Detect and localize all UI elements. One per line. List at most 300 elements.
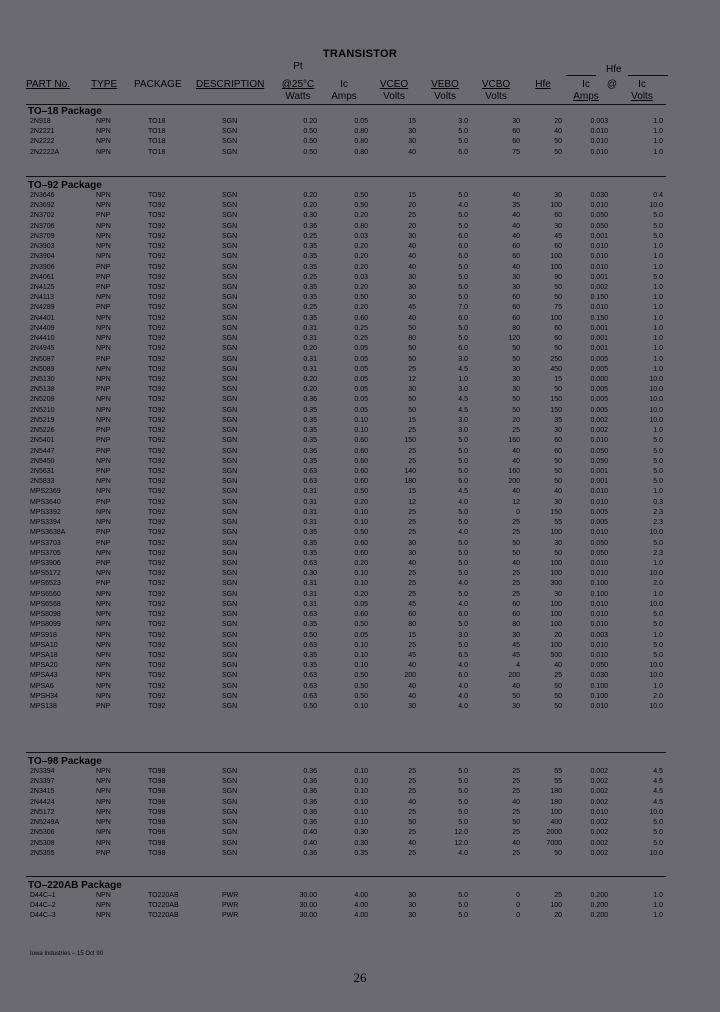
cell-type: NPN xyxy=(96,243,111,251)
cell-vceo: 12 xyxy=(408,498,416,506)
table-row xyxy=(0,787,720,797)
cell-ic: 0.20 xyxy=(354,559,368,567)
cell-vebo: 5.0 xyxy=(458,902,468,910)
cell-type: PNP xyxy=(96,284,111,291)
header-vceo-top: VCEO xyxy=(379,79,409,90)
cell-vebo: 5.0 xyxy=(458,324,468,332)
cell-volts: 2.3 xyxy=(653,549,663,557)
cell-vebo: 5.0 xyxy=(458,457,468,465)
header-package: PACKAGE xyxy=(134,79,182,90)
cell-hfe: 40 xyxy=(554,128,562,136)
cell-volts: 5.0 xyxy=(653,457,663,465)
cell-ic: 0.60 xyxy=(354,447,368,455)
cell-hfe-ic: 0.005 xyxy=(590,508,608,516)
cell-type: NPN xyxy=(96,314,111,322)
cell-description: SGN xyxy=(222,662,238,670)
cell-package: TO98 xyxy=(148,808,166,816)
cell-hfe: 50 xyxy=(554,294,562,302)
cell-ic: 0.80 xyxy=(354,148,368,156)
cell-package: TO92 xyxy=(148,232,166,240)
cell-vceo: 40 xyxy=(408,682,416,690)
cell-part-no: 2N4424 xyxy=(30,798,55,806)
cell-description: SGN xyxy=(222,498,238,506)
cell-hfe: 45 xyxy=(554,232,562,240)
table-row xyxy=(0,385,720,395)
cell-volts: 10.0 xyxy=(649,808,663,816)
cell-part-no: 2N5130 xyxy=(30,376,55,383)
cell-description: SGN xyxy=(222,396,238,404)
cell-hfe-ic: 0.002 xyxy=(590,819,608,827)
cell-hfe: 300 xyxy=(550,580,562,588)
cell-hfe-ic: 0.010 xyxy=(590,559,608,567)
cell-part-no: 2N3415 xyxy=(30,788,55,796)
cell-package: TO98 xyxy=(148,788,166,796)
cell-hfe-ic: 0.010 xyxy=(590,488,608,496)
cell-type: NPN xyxy=(96,611,111,618)
cell-vceo: 30 xyxy=(408,138,416,146)
cell-vebo: 5.0 xyxy=(458,222,468,230)
cell-description: SGN xyxy=(222,128,238,136)
cell-hfe-ic: 0.002 xyxy=(590,416,608,424)
cell-package: TO92 xyxy=(148,202,166,210)
cell-description: SGN xyxy=(222,355,238,363)
cell-hfe: 30 xyxy=(554,498,562,506)
cell-volts: 1.0 xyxy=(653,304,663,312)
cell-pt: 0.36 xyxy=(303,808,317,816)
cell-volts: 4.5 xyxy=(653,778,663,786)
cell-vebo: 5.0 xyxy=(458,335,468,343)
cell-hfe: 150 xyxy=(550,396,562,404)
cell-vebo: 3.0 xyxy=(458,427,468,435)
cell-ic: 0.10 xyxy=(354,641,368,649)
cell-pt: 0.50 xyxy=(303,631,317,639)
cell-volts: 10.0 xyxy=(649,416,663,424)
cell-vebo: 4.0 xyxy=(458,703,468,710)
cell-volts: 1.0 xyxy=(653,148,663,156)
cell-description: SGN xyxy=(222,294,238,302)
cell-pt: 0.35 xyxy=(303,243,317,251)
cell-type: PNP xyxy=(96,355,111,363)
cell-volts: 10.0 xyxy=(649,849,663,857)
cell-package: TO92 xyxy=(148,488,166,496)
cell-description: SGN xyxy=(222,488,238,496)
cell-ic: 0.05 xyxy=(354,365,368,373)
cell-type: NPN xyxy=(96,416,111,424)
cell-ic: 0.05 xyxy=(354,345,368,353)
cell-vcbo: 40 xyxy=(512,559,520,567)
cell-description: SGN xyxy=(222,202,238,210)
cell-package: TO92 xyxy=(148,549,166,557)
cell-hfe-ic: 0.002 xyxy=(590,427,608,435)
table-row xyxy=(0,416,720,426)
cell-type: NPN xyxy=(96,128,111,136)
cell-hfe-ic: 0.002 xyxy=(590,829,608,837)
cell-pt: 0.36 xyxy=(303,819,317,827)
cell-vebo: 4.0 xyxy=(458,600,468,608)
cell-pt: 0.36 xyxy=(303,768,317,775)
cell-pt: 0.31 xyxy=(303,488,317,496)
cell-part-no: 2N5401 xyxy=(30,437,55,445)
cell-hfe: 30 xyxy=(554,590,562,598)
cell-vebo: 1.0 xyxy=(458,376,468,383)
section-rule xyxy=(26,176,666,177)
cell-vebo: 3.0 xyxy=(458,355,468,363)
cell-pt: 0.35 xyxy=(303,427,317,435)
cell-description: SGN xyxy=(222,365,238,373)
cell-hfe-ic: 0.100 xyxy=(590,682,608,690)
cell-vceo: 25 xyxy=(408,519,416,526)
cell-hfe: 50 xyxy=(554,138,562,146)
cell-vceo: 20 xyxy=(408,222,416,230)
cell-vebo: 6.5 xyxy=(458,651,468,659)
table-row xyxy=(0,242,720,252)
cell-ic: 0.10 xyxy=(354,808,368,816)
cell-vebo: 5.0 xyxy=(458,437,468,445)
cell-vcbo: 25 xyxy=(512,570,520,578)
cell-part-no: MPS3638A xyxy=(30,529,66,537)
cell-vebo: 4.0 xyxy=(458,662,468,670)
cell-pt: 0.20 xyxy=(303,386,317,394)
cell-description: SGN xyxy=(222,467,238,475)
cell-vebo: 6.0 xyxy=(458,243,468,251)
cell-vceo: 25 xyxy=(408,849,416,857)
table-row xyxy=(0,610,720,620)
cell-vcbo: 160 xyxy=(508,467,520,475)
cell-ic: 0.50 xyxy=(354,488,368,496)
cell-vebo: 5.0 xyxy=(458,590,468,598)
cell-pt: 30.00 xyxy=(299,902,317,910)
cell-ic: 0.50 xyxy=(354,682,368,690)
cell-volts: 1.0 xyxy=(653,138,663,146)
cell-vebo: 7.0 xyxy=(458,304,468,312)
cell-description: SGN xyxy=(222,376,238,383)
cell-hfe-ic: 0.005 xyxy=(590,396,608,404)
table-row xyxy=(0,702,720,712)
cell-description: PWR xyxy=(222,902,239,910)
cell-vcbo: 4 xyxy=(516,662,520,670)
cell-pt: 0.36 xyxy=(303,778,317,786)
cell-package: TO92 xyxy=(148,324,166,332)
cell-volts: 5.0 xyxy=(653,651,663,659)
cell-volts: 5.0 xyxy=(653,819,663,827)
cell-part-no: MPS3703 xyxy=(30,539,61,547)
cell-part-no: MPSA18 xyxy=(30,651,58,659)
cell-pt: 0.31 xyxy=(303,580,317,588)
cell-part-no: 2N5355 xyxy=(30,849,55,857)
cell-vceo: 60 xyxy=(408,611,416,618)
cell-part-no: 2N5138 xyxy=(30,386,55,394)
table-row xyxy=(0,191,720,201)
cell-part-no: MPSA10 xyxy=(30,641,58,649)
cell-package: TO92 xyxy=(148,335,166,343)
cell-pt: 0.31 xyxy=(303,365,317,373)
cell-package: TO92 xyxy=(148,457,166,465)
cell-type: PNP xyxy=(96,529,111,537)
cell-vcbo: 50 xyxy=(512,396,520,404)
header-description: DESCRIPTION xyxy=(196,79,265,90)
cell-type: NPN xyxy=(96,672,111,680)
cell-package: TO92 xyxy=(148,529,166,537)
cell-vceo: 40 xyxy=(408,148,416,156)
cell-description: SGN xyxy=(222,539,238,547)
cell-description: SGN xyxy=(222,600,238,608)
cell-part-no: MPSA6 xyxy=(30,682,54,690)
section-title: TO–220AB Package xyxy=(28,880,122,891)
cell-part-no: 2N3906 xyxy=(30,263,55,271)
cell-type: NPN xyxy=(96,324,111,332)
cell-ic: 4.00 xyxy=(354,912,368,920)
section-rule xyxy=(26,876,666,877)
cell-vebo: 4.0 xyxy=(458,692,468,700)
cell-vebo: 5.0 xyxy=(458,768,468,775)
cell-description: SGN xyxy=(222,819,238,827)
cell-hfe: 60 xyxy=(554,324,562,332)
cell-pt: 0.35 xyxy=(303,263,317,271)
header-vebo-bot: Volts xyxy=(434,91,456,102)
cell-package: TO220AB xyxy=(148,892,179,899)
table-row xyxy=(0,661,720,671)
cell-vcbo: 50 xyxy=(512,406,520,414)
cell-vebo: 5.0 xyxy=(458,273,468,281)
cell-package: TO92 xyxy=(148,304,166,312)
cell-vceo: 30 xyxy=(408,549,416,557)
cell-part-no: 2N5308 xyxy=(30,839,55,847)
cell-pt: 0.31 xyxy=(303,600,317,608)
cell-vcbo: 40 xyxy=(512,798,520,806)
cell-package: TO92 xyxy=(148,222,166,230)
cell-hfe: 180 xyxy=(550,798,562,806)
cell-vebo: 4.5 xyxy=(458,365,468,373)
cell-package: TO92 xyxy=(148,467,166,475)
cell-part-no: 2N2222A xyxy=(30,148,60,156)
cell-pt: 0.30 xyxy=(303,570,317,578)
cell-vebo: 5.0 xyxy=(458,892,468,899)
hfe-group-rule-left xyxy=(566,75,596,76)
cell-type: NPN xyxy=(96,570,111,578)
cell-part-no: 2N2221 xyxy=(30,128,55,136)
table-row xyxy=(0,426,720,436)
cell-hfe: 15 xyxy=(554,376,562,383)
cell-type: NPN xyxy=(96,396,111,404)
cell-pt: 0.50 xyxy=(303,138,317,146)
cell-description: SGN xyxy=(222,621,238,629)
cell-hfe: 100 xyxy=(550,263,562,271)
cell-hfe-ic: 0.005 xyxy=(590,519,608,526)
cell-hfe-ic: 0.010 xyxy=(590,808,608,816)
cell-vcbo: 50 xyxy=(512,355,520,363)
cell-pt: 0.35 xyxy=(303,539,317,547)
cell-volts: 1.0 xyxy=(653,427,663,435)
cell-type: NPN xyxy=(96,138,111,146)
cell-part-no: MPS918 xyxy=(30,631,57,639)
cell-vcbo: 45 xyxy=(512,641,520,649)
cell-vceo: 30 xyxy=(408,128,416,136)
cell-type: NPN xyxy=(96,778,111,786)
cell-description: SGN xyxy=(222,549,238,557)
cell-type: PNP xyxy=(96,427,111,435)
cell-package: TO18 xyxy=(148,118,166,125)
cell-ic: 0.05 xyxy=(354,396,368,404)
cell-vcbo: 0 xyxy=(516,892,520,899)
cell-part-no: 2N4945 xyxy=(30,345,55,353)
cell-ic: 0.05 xyxy=(354,600,368,608)
cell-vcbo: 30 xyxy=(512,631,520,639)
cell-pt: 0.63 xyxy=(303,559,317,567)
cell-type: PNP xyxy=(96,447,111,455)
cell-package: TO18 xyxy=(148,128,166,136)
cell-ic: 0.60 xyxy=(354,539,368,547)
cell-part-no: 2N5249A xyxy=(30,819,60,827)
cell-type: PNP xyxy=(96,559,111,567)
cell-description: SGN xyxy=(222,263,238,271)
cell-part-no: MPSA20 xyxy=(30,662,58,670)
table-row xyxy=(0,263,720,273)
cell-vceo: 30 xyxy=(408,912,416,920)
cell-description: SGN xyxy=(222,849,238,857)
cell-vceo: 30 xyxy=(408,294,416,302)
table-row xyxy=(0,324,720,334)
cell-vceo: 40 xyxy=(408,839,416,847)
cell-volts: 10.0 xyxy=(649,672,663,680)
cell-ic: 0.60 xyxy=(354,457,368,465)
cell-description: SGN xyxy=(222,651,238,659)
cell-description: SGN xyxy=(222,416,238,424)
cell-hfe: 50 xyxy=(554,386,562,394)
cell-vebo: 4.5 xyxy=(458,406,468,414)
cell-vceo: 25 xyxy=(408,570,416,578)
cell-vceo: 25 xyxy=(408,788,416,796)
cell-ic: 0.20 xyxy=(354,284,368,291)
cell-volts: 5.0 xyxy=(653,212,663,220)
cell-type: PNP xyxy=(96,304,111,312)
cell-ic: 0.10 xyxy=(354,416,368,424)
cell-hfe-ic: 0.001 xyxy=(590,335,608,343)
table-row xyxy=(0,891,720,901)
cell-package: TO92 xyxy=(148,519,166,526)
cell-vceo: 200 xyxy=(404,672,416,680)
cell-vceo: 20 xyxy=(408,202,416,210)
cell-part-no: 2N5089 xyxy=(30,365,55,373)
cell-ic: 0.50 xyxy=(354,529,368,537)
cell-volts: 10.0 xyxy=(649,570,663,578)
cell-hfe: 75 xyxy=(554,304,562,312)
header-hfe-ic-top: Ic xyxy=(582,79,590,90)
cell-vceo: 15 xyxy=(408,118,416,125)
cell-volts: 2.3 xyxy=(653,519,663,526)
cell-package: TO92 xyxy=(148,539,166,547)
table-row xyxy=(0,211,720,221)
cell-pt: 0.35 xyxy=(303,651,317,659)
cell-part-no: 2N4289 xyxy=(30,304,55,312)
table-row xyxy=(0,314,720,324)
cell-part-no: 2N5226 xyxy=(30,427,55,435)
header-vcbo-bot: Volts xyxy=(485,91,507,102)
cell-hfe-ic: 0.200 xyxy=(590,912,608,920)
cell-vcbo: 40 xyxy=(512,457,520,465)
cell-package: TO92 xyxy=(148,580,166,588)
cell-part-no: 2N3646 xyxy=(30,192,55,199)
cell-ic: 0.05 xyxy=(354,386,368,394)
cell-vceo: 40 xyxy=(408,692,416,700)
cell-pt: 0.36 xyxy=(303,788,317,796)
cell-type: PNP xyxy=(96,437,111,445)
cell-pt: 0.63 xyxy=(303,611,317,618)
cell-ic: 0.05 xyxy=(354,406,368,414)
cell-hfe-ic: 0.003 xyxy=(590,631,608,639)
table-row xyxy=(0,569,720,579)
cell-pt: 0.63 xyxy=(303,478,317,486)
cell-package: TO220AB xyxy=(148,912,179,920)
cell-type: PNP xyxy=(96,467,111,475)
cell-volts: 1.0 xyxy=(653,590,663,598)
cell-vebo: 5.0 xyxy=(458,570,468,578)
table-row xyxy=(0,283,720,293)
table-row xyxy=(0,355,720,365)
cell-ic: 0.25 xyxy=(354,324,368,332)
table-row xyxy=(0,539,720,549)
cell-volts: 1.0 xyxy=(653,488,663,496)
header-at: @ xyxy=(606,79,618,90)
cell-vceo: 15 xyxy=(408,192,416,199)
cell-ic: 0.50 xyxy=(354,202,368,210)
cell-package: TO18 xyxy=(148,148,166,156)
cell-hfe: 100 xyxy=(550,202,562,210)
cell-volts: 5.0 xyxy=(653,447,663,455)
cell-package: TO92 xyxy=(148,600,166,608)
cell-vebo: 5.0 xyxy=(458,912,468,920)
header-vcbo-top: VCBO xyxy=(481,79,511,90)
table-row xyxy=(0,549,720,559)
cell-type: NPN xyxy=(96,682,111,690)
cell-vebo: 5.0 xyxy=(458,808,468,816)
cell-package: TO92 xyxy=(148,263,166,271)
footer-text: Iowa Industries – 15 Oct 90 xyxy=(30,951,104,957)
table-row xyxy=(0,148,720,158)
cell-package: TO92 xyxy=(148,590,166,598)
cell-pt: 0.35 xyxy=(303,437,317,445)
cell-package: TO92 xyxy=(148,478,166,486)
header-type: TYPE xyxy=(91,79,118,90)
cell-ic: 0.05 xyxy=(354,355,368,363)
cell-hfe-ic: 0.010 xyxy=(590,498,608,506)
cell-type: NPN xyxy=(96,148,111,156)
cell-vceo: 50 xyxy=(408,406,416,414)
page-title: TRANSISTOR xyxy=(322,48,398,60)
cell-description: SGN xyxy=(222,590,238,598)
cell-package: TO92 xyxy=(148,396,166,404)
cell-package: TO92 xyxy=(148,427,166,435)
cell-hfe-ic: 0.001 xyxy=(590,478,608,486)
cell-volts: 1.0 xyxy=(653,253,663,261)
cell-pt: 0.35 xyxy=(303,314,317,322)
cell-vcbo: 25 xyxy=(512,529,520,537)
cell-hfe: 30 xyxy=(554,222,562,230)
cell-type: NPN xyxy=(96,488,111,496)
cell-pt: 0.20 xyxy=(303,202,317,210)
cell-volts: 10.0 xyxy=(649,376,663,383)
cell-vceo: 45 xyxy=(408,651,416,659)
cell-vebo: 4.0 xyxy=(458,529,468,537)
cell-hfe: 55 xyxy=(554,778,562,786)
cell-vceo: 50 xyxy=(408,345,416,353)
table-row xyxy=(0,849,720,859)
cell-hfe-ic: 0.200 xyxy=(590,902,608,910)
cell-hfe-ic: 0.010 xyxy=(590,570,608,578)
cell-ic: 0.60 xyxy=(354,611,368,618)
cell-part-no: MPS6560 xyxy=(30,590,61,598)
cell-pt: 0.31 xyxy=(303,498,317,506)
cell-package: TO92 xyxy=(148,406,166,414)
